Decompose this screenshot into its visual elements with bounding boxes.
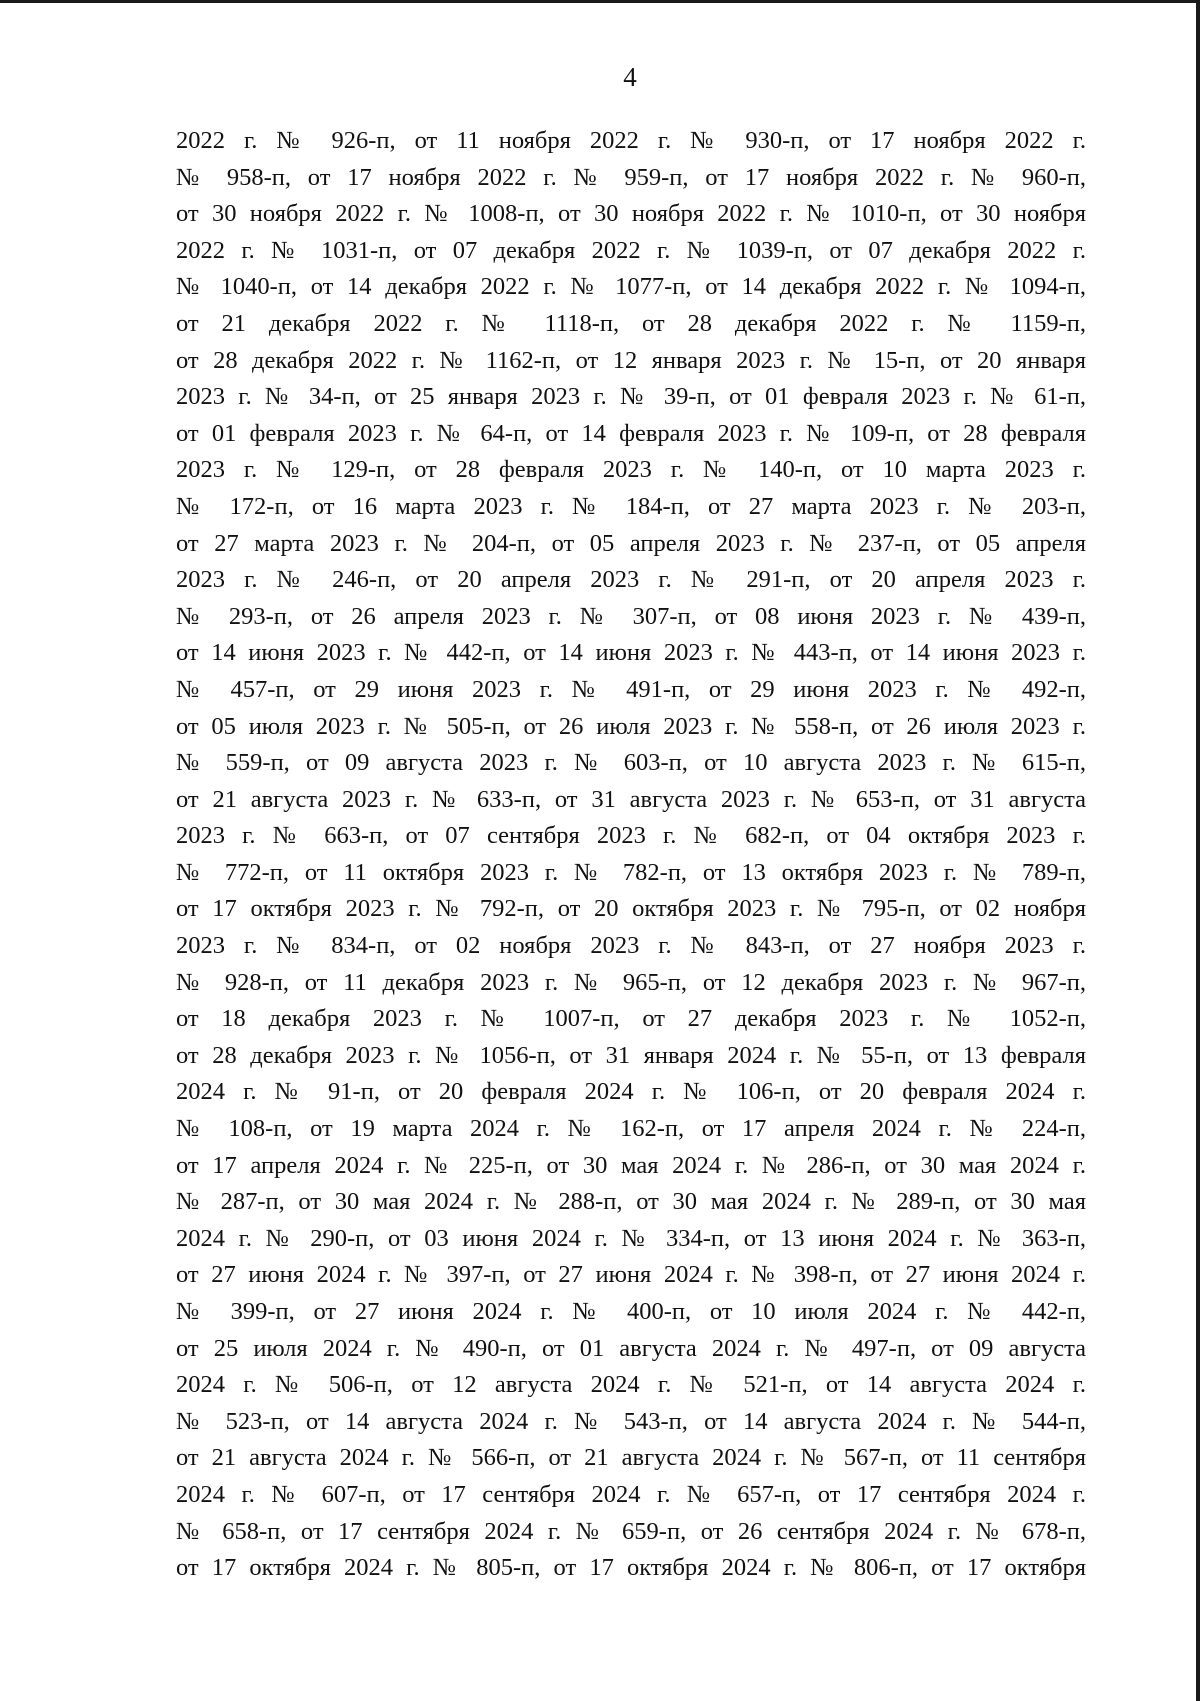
text-line: 2023 г. № 834-п, от 02 ноября 2023 г. № 843-п, от 27 ноября 2023 г. <box>176 932 1086 960</box>
text-line: 2023 г. № 246-п, от 20 апреля 2023 г. № 291-п, от 20 апреля 2023 г. <box>176 566 1086 594</box>
text-line: от 14 июня 2023 г. № 442-п, от 14 июня 2023 г. № 443-п, от 14 июня 2023 г. <box>176 639 1086 667</box>
page-number: 4 <box>623 62 637 92</box>
text-line: № 1040-п, от 14 декабря 2022 г. № 1077-п, от 14 декабря 2022 г. № 1094-п, <box>176 273 1086 301</box>
text-line: 2023 г. № 34-п, от 25 января 2023 г. № 39-п, от 01 февраля 2023 г. № 61-п, <box>176 383 1086 411</box>
text-line: 2023 г. № 129-п, от 28 февраля 2023 г. № 140-п, от 10 марта 2023 г. <box>176 456 1086 484</box>
text-line: 2024 г. № 506-п, от 12 августа 2024 г. № 521-п, от 14 августа 2024 г. <box>176 1371 1086 1399</box>
text-line: от 21 августа 2023 г. № 633-п, от 31 августа 2023 г. № 653-п, от 31 августа <box>176 785 1086 813</box>
text-line: № 108-п, от 19 марта 2024 г. № 162-п, от 17 апреля 2024 г. № 224-п, <box>176 1115 1086 1143</box>
text-line: от 28 декабря 2023 г. № 1056-п, от 31 января 2024 г. № 55-п, от 13 февраля <box>176 1041 1086 1069</box>
text-line: № 293-п, от 26 апреля 2023 г. № 307-п, от 08 июня 2023 г. № 439-п, <box>176 602 1086 630</box>
text-line: 2022 г. № 926-п, от 11 ноября 2022 г. № 930-п, от 17 ноября 2022 г. <box>176 127 1086 154</box>
text-line: № 772-п, от 11 октября 2023 г. № 782-п, от 13 октября 2023 г. № 789-п, <box>176 858 1086 886</box>
text-line: от 01 февраля 2023 г. № 64-п, от 14 февраля 2023 г. № 109-п, от 28 февраля <box>176 419 1086 447</box>
scan-edge-right <box>1196 0 1200 1701</box>
text-line: № 457-п, от 29 июня 2023 г. № 491-п, от 29 июня 2023 г. № 492-п, <box>176 675 1086 703</box>
text-line: от 30 ноября 2022 г. № 1008-п, от 30 ноября 2022 г. № 1010-п, от 30 ноября <box>176 200 1086 228</box>
text-line: № 958-п, от 17 ноября 2022 г. № 959-п, от 17 ноября 2022 г. № 960-п, <box>176 163 1086 191</box>
text-line: № 287-п, от 30 мая 2024 г. № 288-п, от 30 мая 2024 г. № 289-п, от 30 мая <box>176 1188 1086 1216</box>
text-line: от 27 марта 2023 г. № 204-п, от 05 апреля 2023 г. № 237-п, от 05 апреля <box>176 529 1086 557</box>
text-line: от 17 октября 2024 г. № 805-п, от 17 октября 2024 г. № 806-п, от 17 октября <box>176 1554 1086 1582</box>
text-line: от 17 апреля 2024 г. № 225-п, от 30 мая 2024 г. № 286-п, от 30 мая 2024 г. <box>176 1151 1086 1179</box>
text-line: от 05 июля 2023 г. № 505-п, от 26 июля 2023 г. № 558-п, от 26 июля 2023 г. <box>176 712 1086 740</box>
text-line: № 658-п, от 17 сентября 2024 г. № 659-п, от 26 сентября 2024 г. № 678-п, <box>176 1517 1086 1545</box>
text-line: № 399-п, от 27 июня 2024 г. № 400-п, от 10 июля 2024 г. № 442-п, <box>176 1298 1086 1325</box>
text-line: от 21 августа 2024 г. № 566-п, от 21 августа 2024 г. № 567-п, от 11 сентября <box>176 1444 1086 1472</box>
text-line: № 928-п, от 11 декабря 2023 г. № 965-п, от 12 декабря 2023 г. № 967-п, <box>176 968 1086 996</box>
body-text <box>176 123 1086 1587</box>
text-line: 2022 г. № 1031-п, от 07 декабря 2022 г. № 1039-п, от 07 декабря 2022 г. <box>176 236 1086 264</box>
text-line: 2024 г. № 607-п, от 17 сентября 2024 г. № 657-п, от 17 сентября 2024 г. <box>176 1480 1086 1508</box>
text-line: № 523-п, от 14 августа 2024 г. № 543-п, от 14 августа 2024 г. № 544-п, <box>176 1407 1086 1435</box>
text-line: от 18 декабря 2023 г. № 1007-п, от 27 декабря 2023 г. № 1052-п, <box>176 1005 1086 1033</box>
text-line: 2024 г. № 91-п, от 20 февраля 2024 г. № 106-п, от 20 февраля 2024 г. <box>176 1078 1086 1106</box>
text-line: № 559-п, от 09 августа 2023 г. № 603-п, от 10 августа 2023 г. № 615-п, <box>176 749 1086 777</box>
text-line: 2024 г. № 290-п, от 03 июня 2024 г. № 334-п, от 13 июня 2024 г. № 363-п, <box>176 1224 1086 1252</box>
text-line: от 27 июня 2024 г. № 397-п, от 27 июня 2024 г. № 398-п, от 27 июня 2024 г. <box>176 1261 1086 1289</box>
text-line: № 172-п, от 16 марта 2023 г. № 184-п, от 27 марта 2023 г. № 203-п, <box>176 492 1086 520</box>
text-line: от 21 декабря 2022 г. № 1118-п, от 28 декабря 2022 г. № 1159-п, <box>176 309 1086 337</box>
text-line: от 25 июля 2024 г. № 490-п, от 01 августа 2024 г. № 497-п, от 09 августа <box>176 1334 1086 1362</box>
scan-edge-top <box>0 0 1200 3</box>
text-line: 2023 г. № 663-п, от 07 сентября 2023 г. № 682-п, от 04 октября 2023 г. <box>176 822 1086 850</box>
text-line: от 17 октября 2023 г. № 792-п, от 20 октября 2023 г. № 795-п, от 02 ноября <box>176 895 1086 923</box>
text-line: от 28 декабря 2022 г. № 1162-п, от 12 января 2023 г. № 15-п, от 20 января <box>176 346 1086 374</box>
